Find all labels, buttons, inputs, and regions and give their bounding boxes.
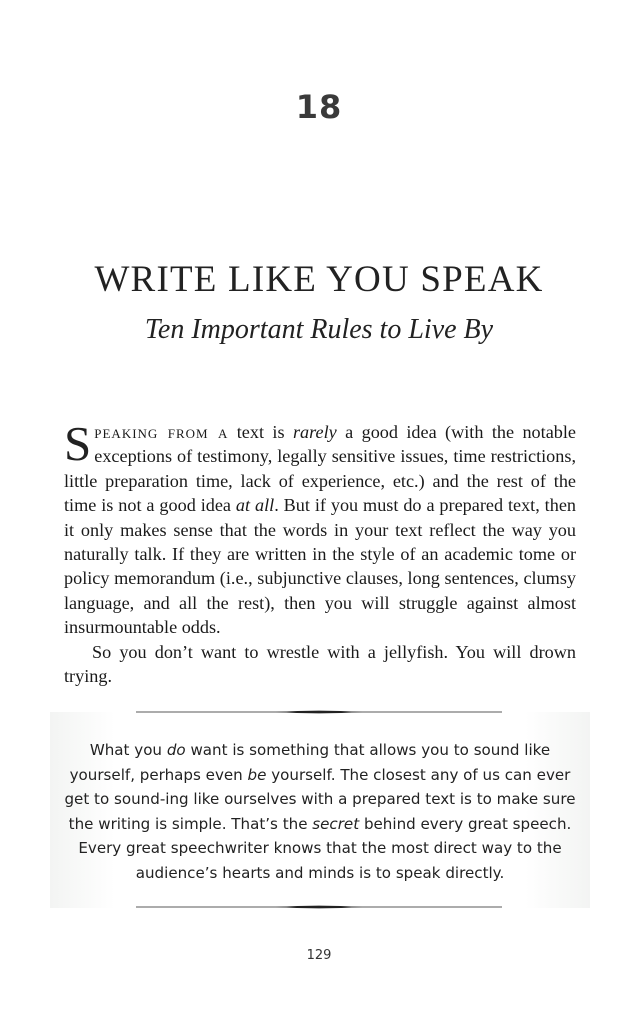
emphasis-be: be	[247, 765, 267, 784]
callout-top-rule	[136, 709, 502, 715]
paragraph-2: So you don’t want to wrestle with a jellyfish. You will drown trying.	[64, 641, 576, 687]
callout-paragraph	[56, 738, 584, 886]
callout-text-1: What you	[89, 741, 167, 759]
chapter-title: WRITE LIKE YOU SPEAK	[94, 259, 544, 300]
paragraph-1-text-a: text is	[228, 422, 293, 442]
callout-text	[56, 738, 584, 886]
callout-text-2: want is something that allows you to sound like yourself, perhaps even	[69, 741, 551, 784]
lead-small-caps: peaking from a	[94, 422, 229, 442]
callout-text-4: behind every great speech. Every great speechwriter knows that the most direct way to the audience’s hearts and minds is to speak directly.	[78, 814, 572, 882]
paragraph-1	[64, 416, 576, 640]
paragraph-1-text-c: . But if you must do a prepared text, then it only makes sense that the words in your text reflect the way you naturally talk. If they are written in the style of an academic tome or policy memorandum (i.e., subjunctive clauses, long sentences, clumsy language, and all the rest), then you will struggle against almost insurmountable odds.	[64, 495, 576, 638]
paragraph-1-text-b: a good idea (with the notable exceptions of testimony, legally sensitive issues, time restrictions, little preparation time, lack of experience, etc.) and the rest of the time is not a good idea	[64, 422, 576, 516]
emphasis-do: do	[166, 741, 186, 759]
body-text	[64, 416, 576, 688]
callout-text-3: yourself. The closest any of us can ever get to sound-ing like ourselves with a prepared text is to make sure the writing is simple. That’s the	[64, 765, 576, 833]
emphasis-at-all: at all	[235, 495, 275, 516]
emphasis-rarely: rarely	[292, 422, 337, 442]
emphasis-secret: secret	[312, 814, 360, 833]
drop-cap: S	[64, 416, 92, 471]
chapter-number: 18	[295, 88, 343, 126]
chapter-subtitle: Ten Important Rules to Live By	[144, 314, 494, 345]
page-number: 129	[306, 948, 332, 963]
callout-bottom-rule	[136, 904, 502, 910]
